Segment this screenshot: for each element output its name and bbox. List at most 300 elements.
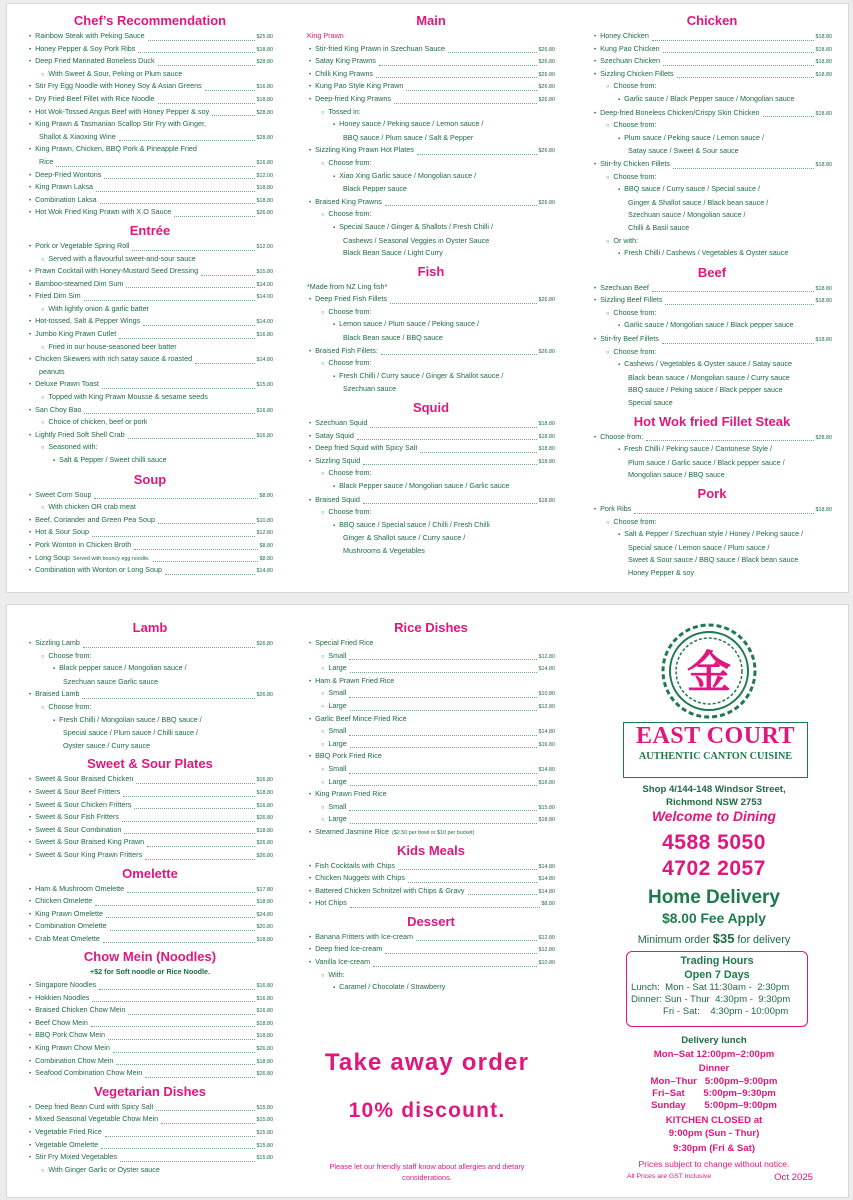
item-name: ○ Small — [328, 763, 347, 773]
menu-item — [592, 333, 832, 346]
menu-item — [27, 883, 273, 896]
menu-item — [27, 278, 273, 291]
item-price: $16.80 — [256, 802, 273, 809]
item-price: $18.80 — [256, 46, 273, 53]
leader-dots — [663, 51, 814, 53]
menu-item — [27, 1113, 273, 1126]
item-name: ○ Choose from: — [613, 171, 657, 181]
phone-2: 4702 2057 — [662, 857, 766, 880]
item-name: ○ With chicken OR crab meat — [48, 502, 136, 512]
item-price: $18.80 — [256, 899, 273, 906]
section-title-hot-wok-fried-fillet-steak: Hot Wok fried Fillet Steak — [633, 413, 791, 429]
menu-item — [27, 30, 273, 43]
leader-dots — [195, 362, 254, 364]
hours-line: Fri - Sat: 4:30pm - 10:00pm — [631, 1006, 789, 1017]
leader-dots — [147, 845, 254, 847]
item-name: ○ Choose from: — [48, 650, 92, 660]
menu-item — [307, 860, 555, 873]
item-name: • Deep Fried Marinated Boneless Duck — [35, 56, 155, 66]
item-price: $12.80 — [538, 934, 555, 941]
section-title-pork: Pork — [697, 486, 727, 501]
item-price: $16.80 — [256, 159, 273, 166]
sauce-options: ▪ Salt & Pepper / Szechuan style / Honey / Peking sauce / — [592, 528, 832, 542]
leader-dots — [143, 324, 254, 326]
leader-dots — [158, 102, 255, 104]
leader-dots — [103, 941, 255, 943]
leader-dots — [398, 868, 537, 870]
menu-item — [27, 1067, 273, 1080]
item-price: $18.80 — [256, 827, 273, 834]
item-price: $16.80 — [256, 84, 273, 91]
section-title-soup: Soup — [133, 471, 167, 487]
menu-item — [27, 1042, 273, 1055]
leader-dots — [350, 906, 540, 908]
menu-item — [307, 885, 555, 898]
menu-item — [592, 294, 832, 307]
item-price: $28.80 — [815, 434, 832, 441]
allergy-note — [307, 1161, 547, 1183]
item-price: $12.80 — [256, 530, 273, 537]
item-price: $15.80 — [256, 382, 273, 389]
leader-dots — [417, 153, 537, 155]
delivery-fee: $8.00 Fee Apply — [662, 911, 766, 926]
menu-item — [27, 1017, 273, 1030]
leader-dots — [145, 1076, 254, 1078]
item-name: ○ Small — [328, 726, 347, 736]
sauce-options-cont: Sweet & Sour sauce / BBQ sauce / Black bean sauce — [628, 555, 799, 565]
item-name: • Deep-fried Boneless Chicken/Crispy Skin Chicken — [600, 107, 760, 117]
item-name: ○ Served with a flavourful sweet-and-sour sauce — [48, 253, 196, 263]
menu-option — [307, 662, 555, 675]
restaurant-name: EAST COURT — [635, 723, 796, 749]
section-title-rice-dishes: Rice Dishes — [394, 620, 468, 635]
sauce-options: ▪ Fresh Chilli / Curry sauce / Ginger & Shallot sauce / — [307, 370, 555, 384]
item-name: • Braised Squid — [315, 494, 360, 504]
sauce-options: ▪ Garlic sauce / Black Pepper sauce / Mongolian sauce — [592, 93, 832, 107]
item-price: $28.80 — [256, 109, 273, 116]
item-name: • Pork Wonton in Chicken Broth — [35, 539, 132, 549]
leader-dots — [100, 202, 255, 204]
home-delivery-title: Home Delivery — [647, 887, 780, 908]
leader-dots — [148, 39, 255, 41]
menu-item — [27, 131, 273, 144]
item-name: • Hokkien Noodles — [35, 992, 90, 1002]
item-name: • Hot & Sour Soup — [35, 527, 90, 537]
section-title-chicken: Chicken — [686, 13, 738, 28]
item-price: $18.80 — [538, 433, 555, 440]
item-price: $16.80 — [256, 777, 273, 784]
sauce-options-cont: Chilli & Basil sauce — [628, 222, 690, 232]
leader-dots — [128, 437, 255, 439]
menu-item — [307, 43, 555, 56]
sauce-options: ▪ BBQ sauce / Special sauce / Chilli / Fresh Chilli — [307, 519, 555, 533]
leader-dots — [416, 939, 537, 941]
item-name: • Beef Chow Mein — [35, 1017, 88, 1027]
leader-dots — [662, 342, 814, 344]
leader-dots — [145, 858, 254, 860]
leader-dots — [350, 822, 537, 824]
menu-item — [27, 93, 273, 106]
leader-dots — [106, 916, 254, 918]
item-name: • Hot-tossed, Salt & Pepper Wings — [35, 316, 141, 326]
allergy-line-2: considerations. — [402, 1173, 452, 1182]
menu-option — [27, 391, 273, 404]
min-order-pre: Minimum order — [637, 934, 713, 946]
menu-column-2 — [307, 12, 555, 558]
item-price: $26.80 — [256, 692, 273, 699]
menu-column-1 — [27, 619, 273, 1176]
leader-dots — [122, 820, 255, 822]
item-price: $17.80 — [256, 886, 273, 893]
menu-item — [307, 430, 555, 443]
welcome-text: Welcome to Dining — [652, 809, 776, 824]
leader-dots — [83, 646, 255, 648]
item-name: ○ Choose from: — [613, 120, 657, 130]
item-name: • Sweet & Sour Braised Chicken — [35, 774, 134, 784]
phone-1: 4588 5050 — [662, 831, 766, 854]
section-title-fish: Fish — [417, 263, 445, 279]
kitchen-closed-weekend: 9:30pm (Fri & Sat) — [672, 1143, 756, 1154]
item-price: $18.80 — [256, 1033, 273, 1040]
item-name: ○ Small — [328, 801, 347, 811]
menu-item — [27, 526, 273, 539]
item-price: $16.80 — [256, 1008, 273, 1015]
leader-dots — [56, 165, 254, 167]
menu-item — [307, 788, 555, 801]
menu-option — [592, 235, 832, 248]
item-price: $18.80 — [538, 446, 555, 453]
item-price: $16.80 — [256, 432, 273, 439]
menu-option — [307, 467, 555, 480]
item-name: ○ Choose from: — [328, 306, 372, 316]
leader-dots — [126, 286, 254, 288]
sauce-options: ▪ Black pepper sauce / Mongolian sauce / — [27, 662, 273, 676]
item-price: $18.80 — [256, 96, 273, 103]
menu-item — [27, 404, 273, 417]
gst-text: All Prices are GST Inclusive — [627, 1173, 712, 1180]
item-name: • Deep fried Squid with Spicy Salt — [315, 443, 418, 453]
menu-item — [307, 713, 555, 726]
menu-item — [27, 328, 273, 341]
item-price: $14.80 — [538, 876, 555, 883]
item-price: $25.80 — [256, 34, 273, 40]
item-name: ○ Tossed in: — [328, 106, 361, 116]
item-name: • Pork or Vegetable Spring Roll — [35, 240, 130, 250]
leader-dots — [96, 190, 254, 192]
leader-dots — [448, 51, 537, 53]
leader-dots — [665, 303, 813, 305]
menu-item — [27, 181, 273, 194]
leader-dots — [138, 51, 254, 53]
item-name: ○ With Sweet & Sour, Peking or Plum sauce — [48, 68, 183, 78]
menu-date: Oct 2025 — [774, 1172, 813, 1183]
leader-dots — [94, 497, 257, 499]
item-price: $18.80 — [815, 110, 832, 117]
item-name: • Ham & Mushroom Omelette — [35, 883, 125, 893]
menu-option — [307, 763, 555, 776]
leader-dots — [158, 64, 255, 66]
sauce-options-cont: Mushrooms & Vegetables — [343, 545, 425, 555]
item-name: • Fried Dim Sim — [35, 291, 81, 301]
item-name: • Sweet Corn Soup — [35, 489, 92, 499]
leader-dots — [349, 696, 536, 698]
section-title-chow-mein-noodles: Chow Mein (Noodles) — [83, 949, 217, 965]
leader-dots — [119, 139, 255, 141]
sauce-options-cont: Black Bean sauce / BBQ sauce — [343, 333, 443, 343]
leader-dots — [634, 512, 813, 514]
leader-dots — [174, 215, 254, 217]
take-away-line-2: 10% discount. — [348, 1099, 506, 1122]
item-price: $26.80 — [256, 210, 273, 217]
leader-dots — [357, 438, 537, 440]
item-price: $26.80 — [538, 297, 555, 304]
leader-dots — [153, 560, 258, 562]
leader-dots — [136, 782, 254, 784]
item-name: • Long Soup — [35, 552, 70, 562]
sauce-options-cont: BBQ sauce / Peking sauce / Black pepper sauce — [628, 385, 783, 395]
menu-item — [592, 282, 832, 295]
item-name: • Vanilla Ice-cream — [315, 957, 371, 967]
menu-item — [27, 290, 273, 303]
hours-line: Dinner: Sun - Thur 4:30pm - 9:30pm — [631, 994, 791, 1005]
item-name: • San Choy Bao — [35, 404, 82, 414]
menu-option — [307, 306, 555, 319]
leader-dots — [379, 64, 537, 66]
menu-option — [592, 346, 832, 359]
item-price: $14.80 — [538, 766, 555, 773]
menu-item — [307, 931, 555, 944]
item-price: $12.80 — [538, 947, 555, 954]
leader-dots — [349, 772, 536, 774]
item-price: $16.80 — [256, 332, 273, 339]
section-title-omelette: Omelette — [122, 865, 178, 881]
sauce-options-cont: BBQ sauce / Plum sauce / Salt & Pepper — [343, 132, 474, 142]
sauce-options-cont: Mongolian sauce / BBQ sauce — [628, 470, 725, 480]
item-name: • King Prawn Chow Mein — [35, 1043, 110, 1053]
item-name: • Braised King Prawns — [315, 196, 382, 206]
menu-page-1 — [6, 3, 849, 593]
logo-glyph: 金 — [687, 647, 731, 698]
menu-item — [592, 431, 832, 444]
leader-dots — [92, 535, 254, 537]
item-price: $18.80 — [815, 161, 832, 168]
menu-column-1 — [27, 12, 273, 577]
sauce-options: ▪ Caramel / Chocolate / Strawberry — [307, 981, 555, 995]
subsection-label: King Prawn — [307, 31, 344, 40]
menu-option — [27, 303, 273, 316]
leader-dots — [156, 1109, 254, 1111]
leader-dots — [134, 807, 254, 809]
menu-item — [307, 637, 555, 650]
item-name: • Rainbow Steak with Peking Sauce — [35, 31, 145, 40]
item-name: • Sweet & Sour King Prawn Fritters — [35, 849, 143, 859]
menu-item — [307, 750, 555, 763]
menu-option — [27, 701, 273, 714]
menu-item — [27, 240, 273, 253]
item-price: $16.80 — [256, 983, 273, 990]
item-price: $14.00 — [256, 294, 273, 301]
item-price: $26.80 — [538, 199, 555, 206]
item-price: $26.80 — [538, 96, 555, 103]
item-name: • Satay Squid — [315, 430, 354, 440]
min-order-amount: $35 — [712, 931, 735, 946]
item-name: ○ Or with: — [613, 235, 639, 245]
item-name: ○ Choose from: — [613, 307, 657, 317]
item-name: ○ Small — [328, 650, 347, 660]
sauce-options: ▪ Cashews / Vegetables & Oyster sauce / Satay sauce — [592, 358, 832, 372]
item-price: $18.80 — [256, 1058, 273, 1065]
item-price: $26.80 — [538, 46, 555, 53]
item-name: • Honey Pepper & Soy Pork Ribs — [35, 43, 136, 53]
restaurant-tagline: AUTHENTIC CANTON CUISINE — [638, 751, 793, 762]
menu-item — [307, 872, 555, 885]
item-name: • Ham & Prawn Fried Rice — [315, 675, 395, 685]
menu-item — [307, 144, 555, 157]
menu-option — [307, 969, 555, 982]
item-name: • Combination Chow Mein — [35, 1055, 114, 1065]
leader-dots — [385, 952, 536, 954]
restaurant-logo — [654, 623, 764, 719]
leader-dots — [113, 1051, 255, 1053]
item-name: peanuts — [39, 366, 65, 376]
item-name: • Sizzling Lamb — [35, 638, 80, 647]
item-name: ○ Choose from: — [328, 209, 372, 219]
menu-item — [27, 118, 273, 131]
menu-item — [307, 897, 555, 910]
menu-item — [27, 429, 273, 442]
menu-item — [27, 1004, 273, 1017]
leader-dots — [205, 89, 255, 91]
leader-dots — [101, 1147, 254, 1149]
section-note: *Made from NZ Ling fish* — [307, 281, 388, 291]
delivery-lunch-title: Delivery lunch — [681, 1035, 747, 1046]
menu-item — [27, 1139, 273, 1152]
menu-option — [592, 516, 832, 529]
sauce-options: ▪ Plum sauce / Peking sauce / Lemon sauce / — [592, 132, 832, 146]
item-name: ○ Topped with King Prawn Mousse & sesame seeds — [48, 392, 208, 402]
item-name: • Prawn Cocktail with Honey-Mustard Seed Dressing — [35, 266, 199, 276]
item-price: $18.80 — [256, 185, 273, 192]
item-price: $10.80 — [538, 960, 555, 967]
item-name: Shallot & Xiaoxing Wine — [39, 131, 116, 141]
menu-item — [27, 933, 273, 946]
menu-item — [307, 943, 555, 956]
sauce-options-cont: Ginger & Shallot sauce / Curry sauce / — [343, 533, 466, 543]
sauce-options: ▪ Honey sauce / Peking sauce / Lemon sauce / — [307, 118, 555, 132]
leader-dots — [349, 809, 536, 811]
item-name: • Chilli King Prawns — [315, 68, 374, 78]
menu-item — [27, 106, 273, 119]
item-name: • Kung Pao Chicken — [600, 43, 660, 53]
item-name: • Satay King Prawns — [315, 56, 376, 66]
item-price: $15.80 — [256, 1142, 273, 1149]
leader-dots — [468, 893, 537, 895]
menu-item — [27, 637, 273, 650]
section-title-main: Main — [416, 13, 446, 28]
item-name: ○ Small — [328, 688, 347, 698]
open-days: Open 7 Days — [684, 969, 750, 981]
item-name: • Bamboo-steamed Dim Sum — [35, 278, 124, 288]
leader-dots — [104, 177, 254, 179]
dinner-hours: Mon–Thur 5:00pm–9:00pm — [650, 1076, 778, 1087]
item-price: $8.80 — [259, 492, 273, 499]
leader-dots — [350, 784, 537, 786]
item-price: $15.80 — [256, 269, 273, 276]
menu-item — [27, 55, 273, 68]
menu-option — [592, 171, 832, 184]
item-price: $8.80 — [541, 901, 555, 908]
item-price: $15.80 — [256, 1155, 273, 1162]
sauce-options-cont: Honey Pepper & soy — [628, 567, 694, 577]
item-name: • Sizzling King Prawn Hot Plates — [315, 145, 414, 155]
item-price: $18.80 — [815, 507, 832, 513]
item-name: ○ Choice of chicken, beef or pork — [48, 417, 148, 427]
item-name: • Stir Fry Mixed Vegetables — [35, 1152, 117, 1162]
menu-column-3 — [592, 12, 832, 580]
menu-item — [27, 773, 273, 786]
item-name: • King Prawn Omelette — [35, 908, 104, 918]
menu-item — [27, 849, 273, 862]
take-away-offer — [307, 1049, 547, 1077]
item-price: $14.00 — [256, 319, 273, 326]
item-name: • Jumbo King Prawn Cutlet — [35, 329, 117, 339]
item-name: • Hot Wok Fried King Prawn with X.O Sauce — [35, 207, 172, 217]
sauce-options: ▪ Lemon sauce / Plum sauce / Peking sauce / — [307, 318, 555, 332]
item-name: • Battered Chicken Schnitzel with Chips & Gravy — [315, 885, 465, 895]
item-note: ($2.50 per bowl or $10 per bucket) — [392, 829, 475, 836]
menu-option — [27, 1164, 273, 1177]
menu-option — [307, 738, 555, 751]
leader-dots — [370, 426, 536, 428]
leader-dots — [108, 1038, 254, 1040]
menu-item — [307, 293, 555, 306]
item-price: $28.80 — [256, 134, 273, 141]
menu-option — [27, 341, 273, 354]
menu-item — [27, 552, 273, 565]
menu-item — [27, 514, 273, 527]
menu-option — [27, 441, 273, 454]
item-name: • King Prawn & Tasmanian Scallop Stir Fry with Ginger, — [35, 119, 206, 129]
menu-item — [307, 345, 555, 358]
leader-dots — [102, 387, 255, 389]
sauce-options-cont: Black Bean Sauce / Light Curry — [343, 248, 443, 258]
dinner-hours: Fri–Sat 5:00pm–9:30pm — [652, 1088, 776, 1099]
item-name: • Vegetable Omelette — [35, 1139, 99, 1149]
item-name: • Garlic Beef Mince Fried Rice — [315, 713, 407, 723]
item-name: ○ Choose from: — [613, 346, 657, 356]
leader-dots — [652, 290, 814, 292]
leader-dots — [677, 76, 814, 78]
item-price: $18.80 — [256, 936, 273, 943]
menu-item — [592, 68, 832, 81]
menu-item — [27, 811, 273, 824]
section-title-squid: Squid — [412, 400, 450, 416]
leader-dots — [161, 1122, 254, 1124]
item-name: • Lightly Fried Soft Shell Crab — [35, 429, 125, 439]
menu-option — [307, 106, 555, 119]
item-name: • Singapore Noodles — [35, 980, 97, 990]
sauce-options: ▪ Garlic sauce / Mongolian sauce / Black pepper sauce — [592, 319, 832, 333]
menu-item — [592, 158, 832, 171]
leader-dots — [134, 548, 257, 550]
menu-option — [307, 700, 555, 713]
item-price: $26.80 — [256, 1071, 273, 1078]
menu-item — [307, 826, 555, 839]
menu-item — [27, 489, 273, 502]
leader-dots — [349, 658, 536, 660]
kitchen-closed-weekdays: 9:00pm (Sun - Thur) — [668, 1128, 760, 1139]
menu-option — [307, 801, 555, 814]
